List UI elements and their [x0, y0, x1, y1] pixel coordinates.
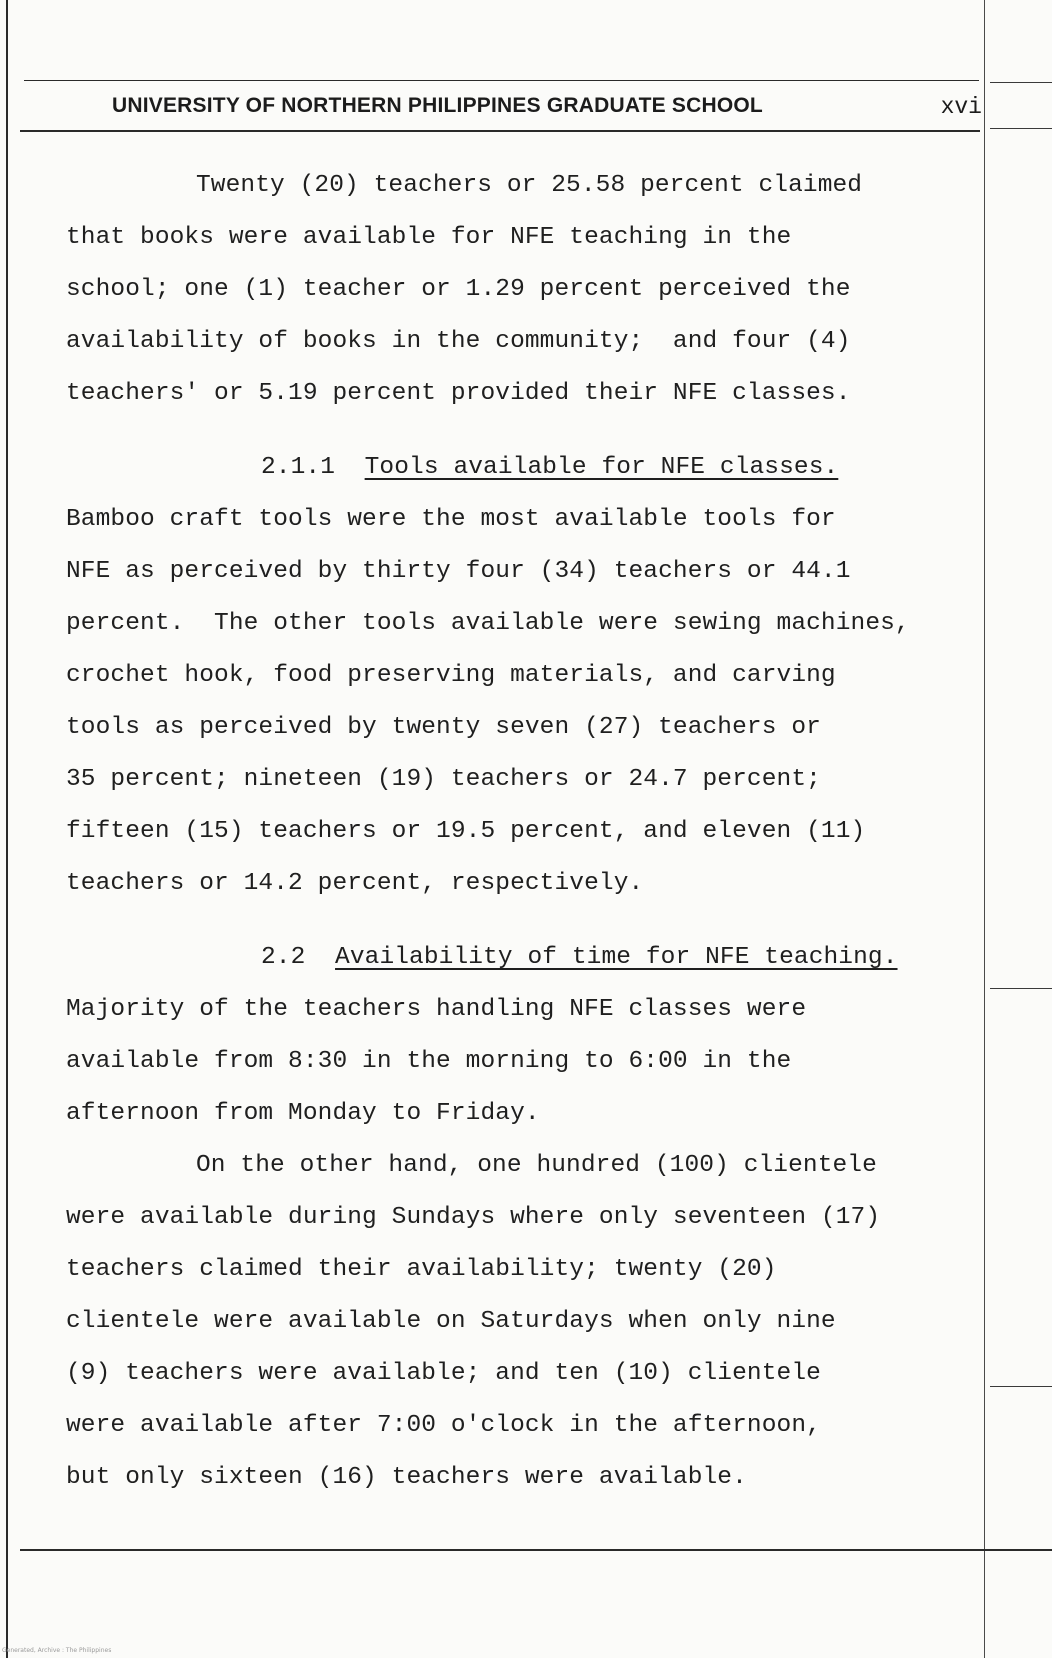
paragraph-line: teachers or 14.2 percent, respectively.	[66, 870, 644, 897]
section-title: Availability of time for NFE teaching.	[335, 944, 898, 971]
footer-rule	[20, 1549, 1052, 1551]
page-number: xvi	[940, 94, 982, 120]
section-title: Tools available for NFE classes.	[364, 454, 839, 481]
paragraph-line: fifteen (15) teachers or 19.5 percent, and eleven (11)	[66, 818, 866, 845]
paragraph-line: NFE as perceived by thirty four (34) teachers or 44.1	[66, 558, 851, 585]
paragraph-line: afternoon from Monday to Friday.	[66, 1100, 540, 1127]
paragraph-line: but only sixteen (16) teachers were available.	[66, 1464, 747, 1491]
margin-tick	[990, 82, 1052, 83]
paragraph-line: tools as perceived by twenty seven (27) teachers or	[66, 714, 821, 741]
paragraph-line: that books were available for NFE teaching in the	[66, 224, 792, 251]
section-number: 2.2	[261, 944, 306, 971]
paragraph-line: 35 percent; nineteen (19) teachers or 24.7 percent;	[66, 766, 821, 793]
paragraph-line: were available during Sundays where only seventeen (17)	[66, 1204, 881, 1231]
paragraph-line: On the other hand, one hundred (100) clientele	[196, 1152, 877, 1179]
margin-tick	[990, 1386, 1052, 1387]
paragraph-line: availability of books in the community; and four (4)	[66, 328, 851, 355]
margin-tick	[990, 988, 1052, 989]
section-number: 2.1.1	[261, 454, 336, 481]
header-top-rule	[24, 80, 979, 81]
paragraph-line: clientele were available on Saturdays when only nine	[66, 1308, 836, 1335]
body-text	[66, 160, 986, 1504]
paragraph-line: Bamboo craft tools were the most available tools for	[66, 506, 836, 533]
margin-tick	[990, 128, 1052, 129]
page-left-edge	[6, 0, 8, 1658]
paragraph-line: available from 8:30 in the morning to 6:00 in the	[66, 1048, 792, 1075]
paragraph-line: Majority of the teachers handling NFE classes were	[66, 996, 807, 1023]
page-header	[112, 94, 982, 128]
section-heading-2-1-1	[66, 442, 986, 494]
paragraph-line: were available after 7:00 o'clock in the afternoon,	[66, 1412, 821, 1439]
paragraph-line: teachers' or 5.19 percent provided their NFE classes.	[66, 380, 851, 407]
section-heading-2-2	[66, 932, 986, 984]
paragraph-line: Twenty (20) teachers or 25.58 percent claimed	[196, 172, 863, 199]
paragraph-line: percent. The other tools available were sewing machines,	[66, 610, 910, 637]
paragraph-line: (9) teachers were available; and ten (10) clientele	[66, 1360, 821, 1387]
paragraph-line: crochet hook, food preserving materials, and carving	[66, 662, 836, 689]
header-bottom-rule	[20, 130, 980, 132]
header-title: UNIVERSITY OF NORTHERN PHILIPPINES GRADUATE SCHOOL	[112, 94, 763, 117]
paragraph-line: teachers claimed their availability; twenty (20)	[66, 1256, 777, 1283]
paragraph-line: school; one (1) teacher or 1.29 percent perceived the	[66, 276, 851, 303]
scan-footer-note: Generated, Archive : The Philippines	[2, 1647, 112, 1654]
